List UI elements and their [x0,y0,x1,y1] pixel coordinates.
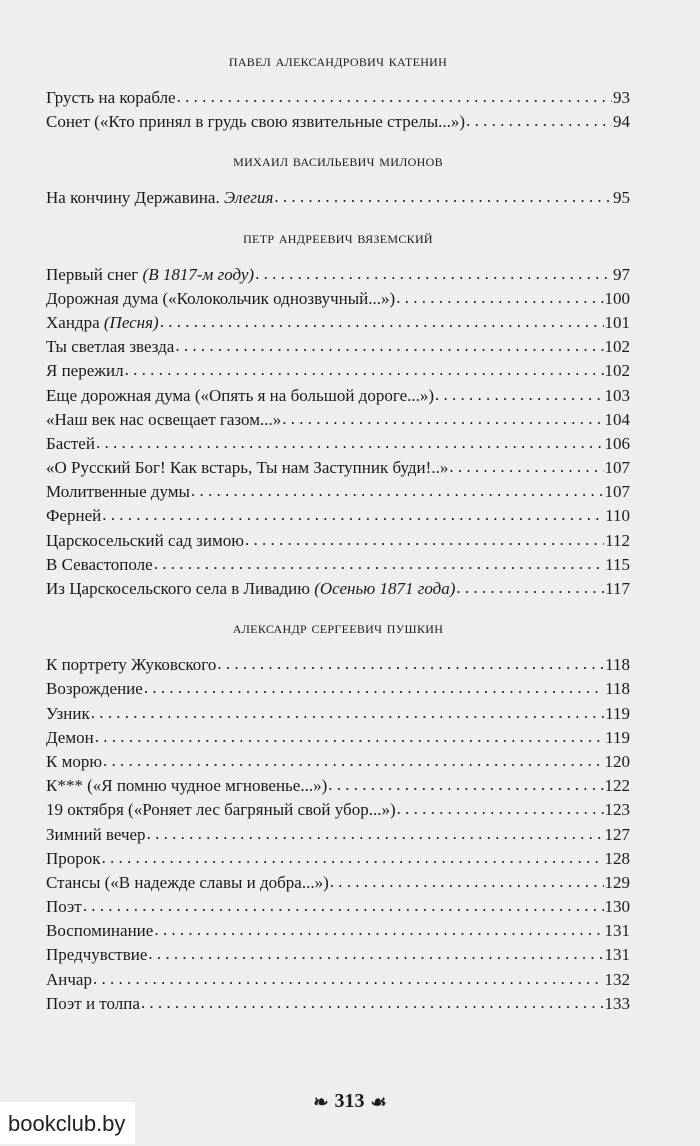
leader-dots [217,652,604,676]
page-number: 129 [604,872,630,892]
page-number: 102 [604,337,630,357]
page-number: 123 [604,800,630,820]
leader-dots [148,942,603,966]
leader-dots [154,552,604,576]
page-number: 118 [605,679,630,699]
entry-title: Дорожная дума («Колокольчик однозвучный...») [46,288,396,308]
leader-dots [91,701,604,725]
toc-entry [46,110,630,134]
toc-entry [46,263,630,287]
page-number: 94 [613,112,630,132]
leader-dots [83,894,604,918]
page-number: 115 [605,554,630,574]
leader-dots [175,334,603,358]
leader-dots [255,262,612,286]
entry-title: Пророк [46,848,101,868]
leader-dots [466,109,612,133]
entry-title: Ферней [46,506,102,526]
leader-dots [102,846,604,870]
toc-entry [46,968,630,992]
toc-entry [46,798,630,822]
entry-title: На кончину Державина. [46,188,224,208]
toc-entry [46,408,630,432]
toc-entry [46,432,630,456]
leader-dots [102,503,604,527]
leader-dots [282,407,603,431]
leader-dots [154,918,603,942]
entry-title: Я пережил [46,361,124,381]
toc-entry [46,529,630,553]
leader-dots [144,676,604,700]
toc-entry [46,774,630,798]
page-number: 127 [604,824,630,844]
entry-title: Ты светлая звезда [46,337,175,357]
entry-subtitle: (В 1817-м году) [142,264,255,284]
entry-subtitle: (Песня) [103,312,159,332]
toc-entry [46,919,630,943]
entry-title: Поэт [46,897,82,917]
leader-dots [245,528,604,552]
page-number: 131 [604,945,630,965]
toc-section-pushkin [46,617,630,1016]
page-number: 107 [604,482,630,502]
toc-entry [46,335,630,359]
entry-title: Бастей [46,433,95,453]
page-number: 101 [604,312,630,332]
author-heading: павел александрович катенин [228,51,448,70]
entry-subtitle: Элегия [223,188,274,208]
ornament-right-icon: ☙ [370,1091,387,1112]
entry-title: Демон [46,727,94,747]
toc-entry [46,750,630,774]
toc-entry [46,895,630,919]
page-number: 130 [604,897,630,917]
page-number: 131 [604,921,630,941]
entry-title: В Севастополе [46,554,153,574]
page-number: 128 [604,848,630,868]
entry-title: Первый снег [46,264,143,284]
page-number: 119 [605,703,630,723]
page-number: 112 [605,530,630,550]
toc-section-vyazemsky [46,227,630,602]
page-number: 95 [613,188,630,208]
page-number: 110 [605,506,630,526]
leader-dots [191,479,604,503]
ornament-left-icon: ❧ [313,1091,329,1112]
toc-entry [46,992,630,1016]
page-number: 133 [604,993,630,1013]
toc-section-milonov [46,150,630,210]
table-of-contents [46,40,630,1032]
entry-title: «О Русский Бог! Как встарь, Ты нам Заступник буди!..» [46,458,449,478]
entry-title: Поэт и толпа [46,993,140,1013]
entry-title: 19 октября («Роняет лес багряный свой убор...») [46,800,396,820]
leader-dots [147,822,604,846]
page-number: 117 [605,579,630,598]
toc-entry [46,871,630,895]
entry-title: К морю [46,751,103,771]
toc-entry [46,359,630,383]
leader-dots [96,431,604,455]
toc-entry [46,456,630,480]
page-number: 102 [604,361,630,381]
entry-title: Хандра [46,312,104,332]
leader-dots [141,991,604,1015]
page-number: 106 [604,433,630,453]
page-number: 104 [604,409,630,429]
entry-title: Узник [46,703,90,723]
entry-title: Анчар [46,969,92,989]
toc-entry [46,480,630,504]
entry-title: Стансы («В надежде славы и добра...») [46,872,329,892]
entry-title: Воспоминание [46,921,154,941]
page-number: 107 [604,458,630,478]
entry-title: Из Царскосельского села в Ливадию [46,579,315,598]
toc-entry [46,553,630,577]
toc-entry [46,577,630,601]
toc-entry [46,504,630,528]
entry-title: Грусть на корабле [46,88,176,107]
toc-entry [46,384,630,408]
entry-title: Царскосельский сад зимою [46,530,244,550]
toc-entry [46,726,630,750]
leader-dots [125,358,604,382]
leader-dots [456,576,604,600]
page-number: 122 [604,776,630,796]
entry-title: К портрету Жуковского [46,655,217,675]
entry-title: Возрождение [46,679,143,699]
entry-title: Молитвенные думы [46,482,190,502]
leader-dots [93,967,604,991]
entry-title: К*** («Я помню чудное мгновенье...») [46,776,328,796]
leader-dots [397,797,604,821]
leader-dots [396,286,603,310]
toc-entry [46,653,630,677]
toc-entry [46,943,630,967]
page-number: 100 [604,288,630,308]
toc-entry [46,677,630,701]
page-number: 120 [604,751,630,771]
author-heading: александр сергеевич пушкин [232,618,444,638]
page-number: 118 [605,655,630,675]
watermark: bookclub.by [0,1102,135,1144]
toc-entry [46,311,630,335]
folio-number: 313 [334,1090,365,1112]
leader-dots [177,85,612,109]
toc-entry [46,287,630,311]
entry-title: Еще дорожная дума («Опять я на большой дороге...») [46,385,435,405]
leader-dots [95,725,604,749]
leader-dots [160,310,604,334]
toc-entry [46,186,630,210]
page-number: 93 [613,88,630,107]
entry-title: «Наш век нас освещает газом...» [46,409,282,429]
leader-dots [435,383,603,407]
author-heading: михаил васильевич милонов [233,151,443,171]
page-number: 119 [605,727,630,747]
toc-entry [46,847,630,871]
page-number: 132 [604,969,630,989]
leader-dots [328,773,603,797]
author-heading: петр андреевич вяземский [243,227,433,247]
toc-entry [46,823,630,847]
leader-dots [330,870,604,894]
entry-title: Зимний вечер [46,824,146,844]
entry-title: Предчувствие [46,945,148,965]
leader-dots [274,185,612,209]
leader-dots [103,749,603,773]
leader-dots [449,455,603,479]
page-number: 97 [613,264,630,284]
toc-entry [46,702,630,726]
toc-entry [46,86,630,110]
entry-title: Сонет («Кто принял в грудь свою язвительные стрелы...») [46,112,466,132]
toc-section-katenin [46,50,630,134]
page-number: 103 [604,385,630,405]
entry-subtitle: (Осенью 1871 года) [314,579,456,598]
